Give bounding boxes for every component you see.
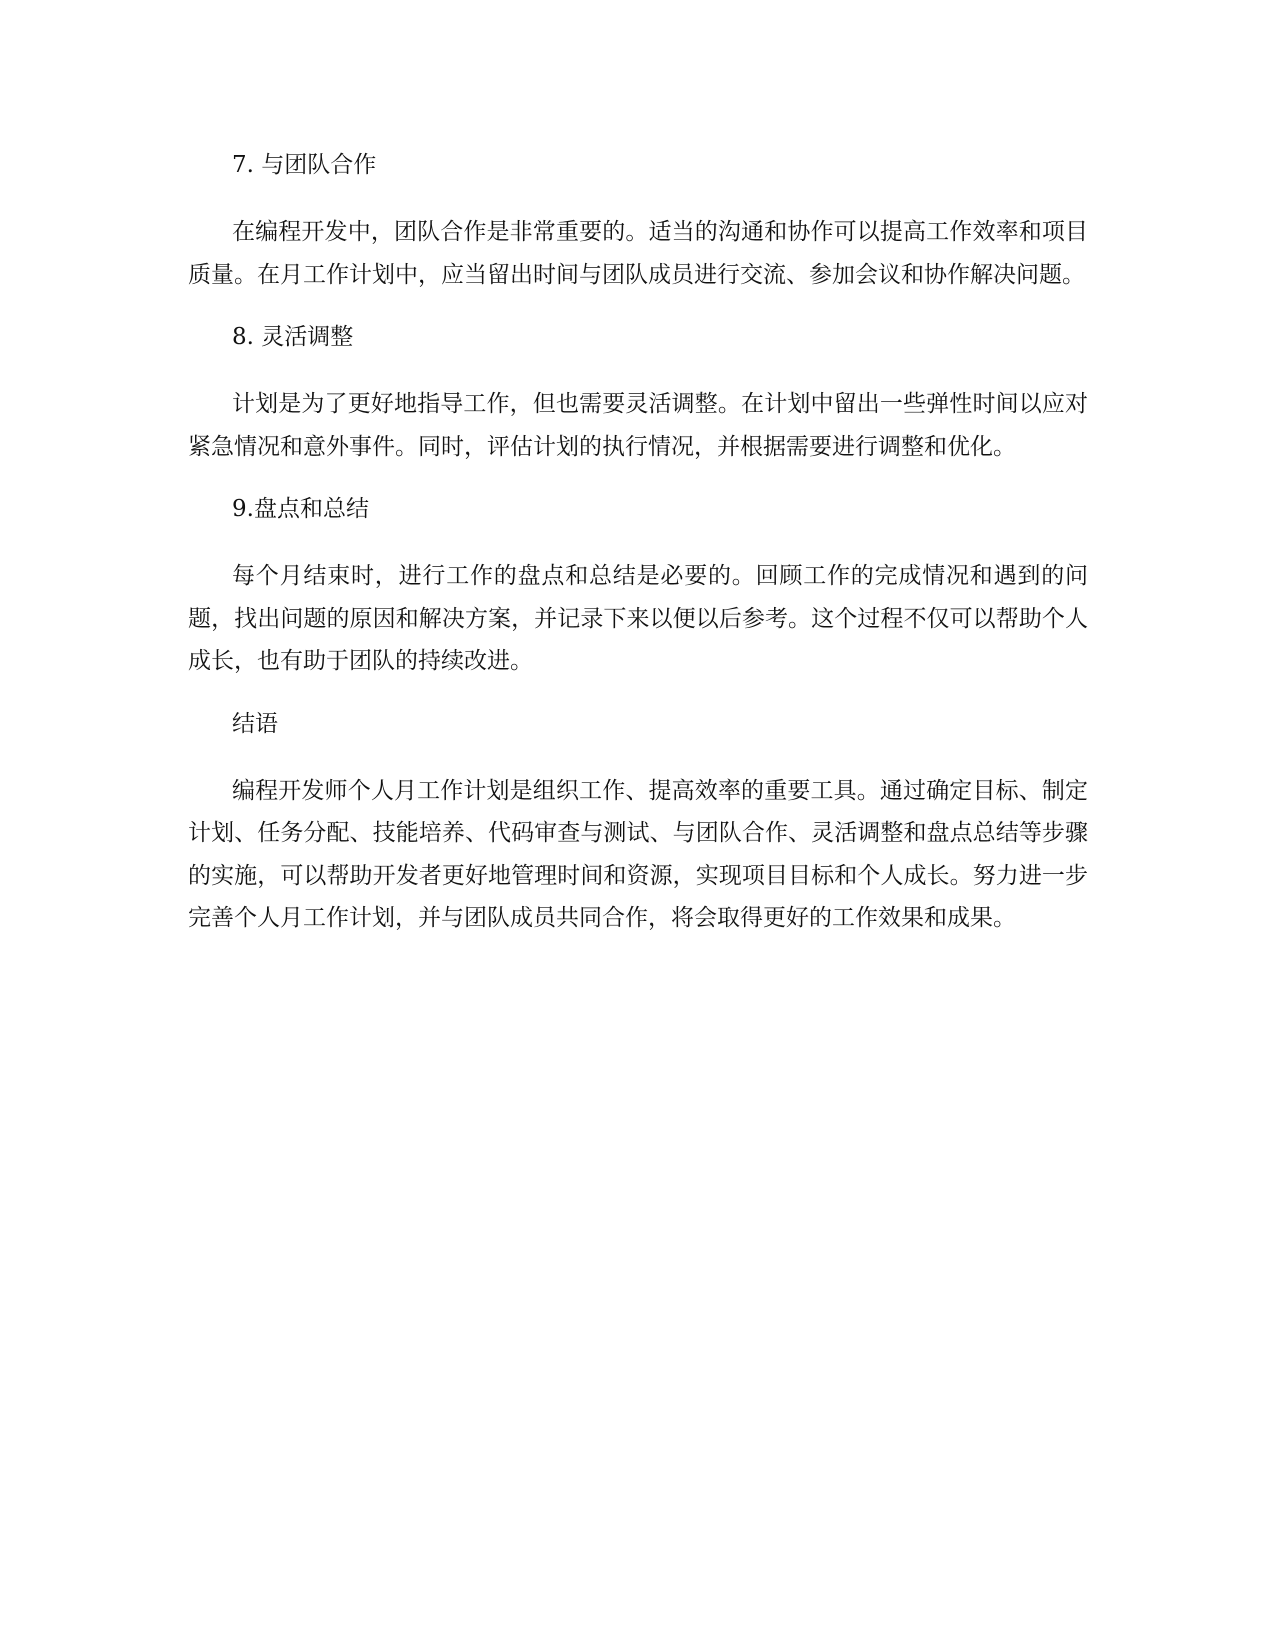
section-body-flexible-adjustment: 计划是为了更好地指导工作，但也需要灵活调整。在计划中留出一些弹性时间以应对紧急情况和意外事件。同时，评估计划的执行情况，并根据需要进行调整和优化。 [188, 391, 1088, 460]
document-content [188, 145, 1088, 940]
section-heading-conclusion: 结语 [232, 710, 278, 737]
section-body-conclusion: 编程开发师个人月工作计划是组织工作、提高效率的重要工具。通过确定目标、制定计划、任务分配、技能培养、代码审查与测试、与团队合作、灵活调整和盘点总结等步骤的实施，可以帮助开发者更好地管理时间和资源，实现项目目标和个人成长。努力进一步完善个人月工作计划，并与团队成员共同合作，将会取得更好的工作效果和成果。 [188, 777, 1088, 931]
section-heading-team-collaboration: 7. 与团队合作 [232, 152, 377, 178]
section-body-review-summary: 每个月结束时，进行工作的盘点和总结是必要的。回顾工作的完成情况和遇到的问题，找出问题的原因和解决方案，并记录下来以便以后参考。这个过程不仅可以帮助个人成长，也有助于团队的持续改进。 [188, 563, 1088, 674]
section-heading-review-summary: 9.盘点和总结 [232, 496, 369, 522]
section-body-team-collaboration: 在编程开发中，团队合作是非常重要的。适当的沟通和协作可以提高工作效率和项目质量。在月工作计划中，应当留出时间与团队成员进行交流、参加会议和协作解决问题。 [188, 219, 1088, 288]
section-heading-flexible-adjustment: 8. 灵活调整 [232, 324, 354, 350]
